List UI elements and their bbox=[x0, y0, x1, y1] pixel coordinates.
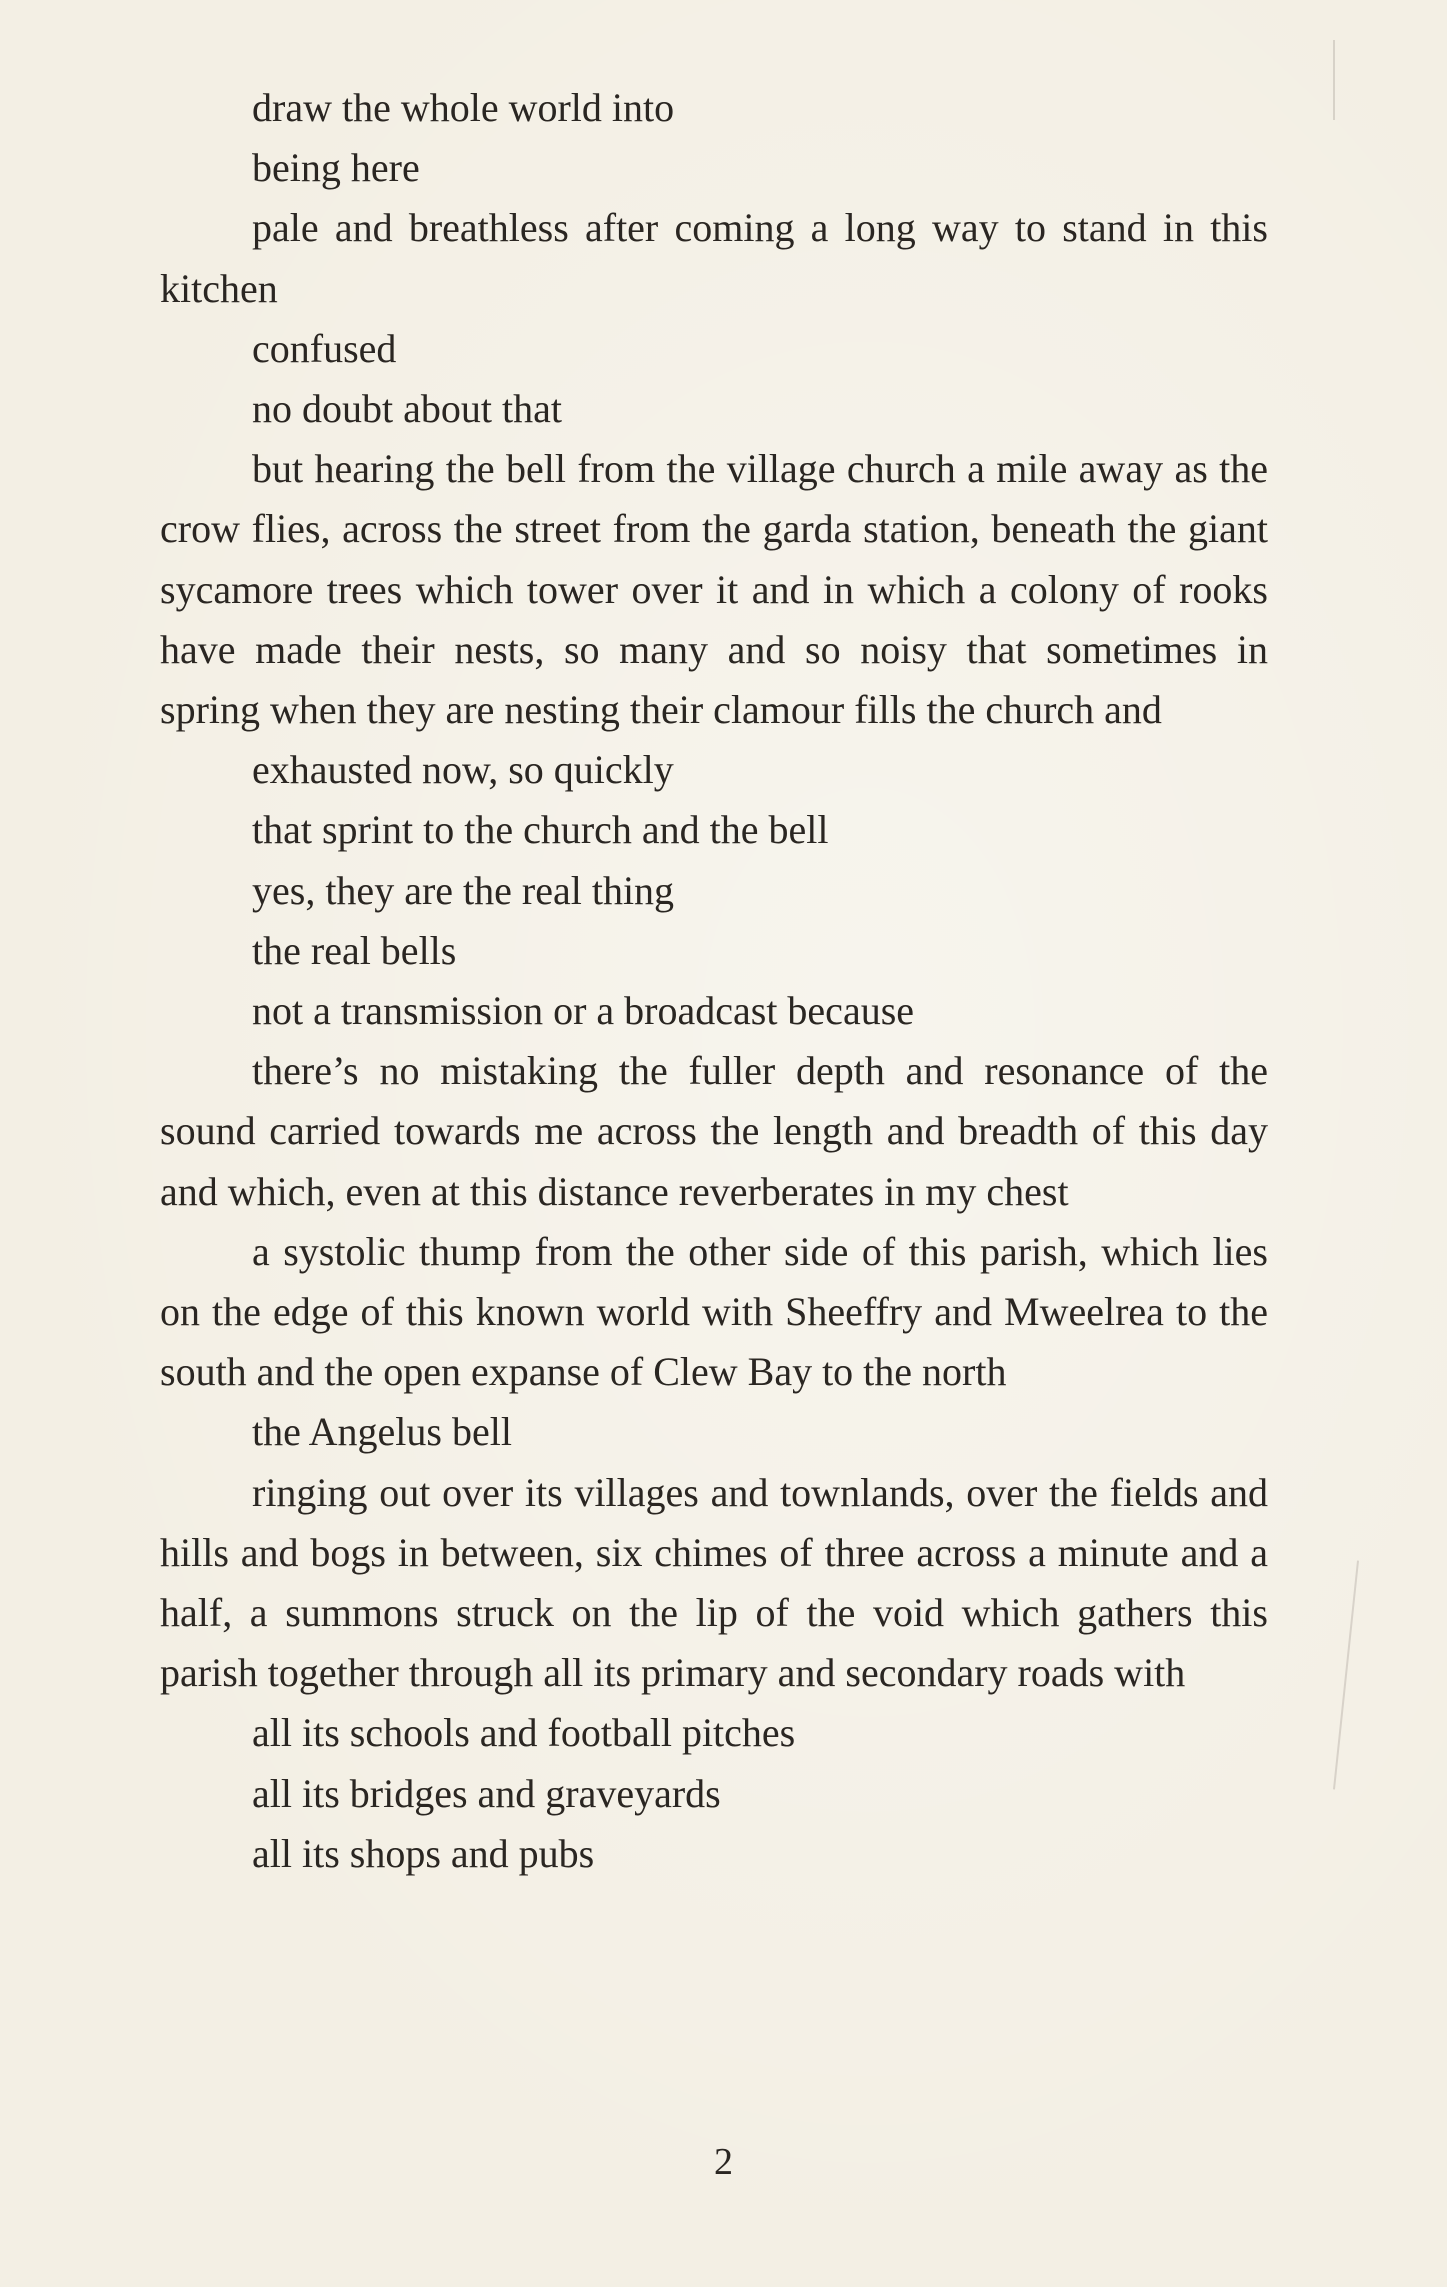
text-paragraph: pale and breathless after coming a long way to stand in this kitchen bbox=[160, 205, 1268, 311]
text-line: all its shops and pubs bbox=[252, 1830, 595, 1876]
text-paragraph: but hearing the bell from the village church a mile away as the crow flies, across the street from the garda station, beneath the giant sycamore trees which tower over it and in which a colony of rooks have made their nests, so many and so noisy that sometimes in spring when they are nesting their clamour fills the church and bbox=[160, 446, 1268, 733]
paper-crease bbox=[1333, 40, 1335, 120]
text-line: all its bridges and graveyards bbox=[252, 1770, 721, 1816]
text-paragraph: there’s no mistaking the fuller depth and resonance of the sound carried towards me across the length and breadth of this day and which, even at this distance reverberates in my chest bbox=[160, 1048, 1268, 1214]
text-line: the real bells bbox=[252, 927, 457, 973]
text-paragraph: a systolic thump from the other side of this parish, which lies on the edge of this known world with Sheeffry and Mweelrea to the south and the open expanse of Clew Bay to the north bbox=[160, 1228, 1268, 1395]
text-line: draw the whole world into bbox=[252, 85, 675, 130]
text-line: being here bbox=[252, 145, 420, 191]
page-number: 2 bbox=[714, 2141, 733, 2183]
text-line: confused bbox=[252, 325, 397, 371]
paper-crease bbox=[1333, 1561, 1359, 1790]
text-paragraph: ringing out over its villages and townlands, over the fields and hills and bogs in between, six chimes of three across a minute and a half, a summons struck on the lip of the void which gathers this parish together through all its primary and secondary roads with bbox=[160, 1469, 1268, 1696]
text-line: that sprint to the church and the bell bbox=[252, 807, 829, 853]
text-line: not a transmission or a broadcast because bbox=[252, 988, 915, 1034]
text-line: no doubt about that bbox=[252, 386, 562, 432]
text-line: the Angelus bell bbox=[252, 1409, 512, 1455]
text-line: all its schools and football pitches bbox=[252, 1710, 796, 1756]
text-line: yes, they are the real thing bbox=[252, 867, 675, 913]
text-line: exhausted now, so quickly bbox=[252, 747, 674, 793]
body-text bbox=[160, 78, 1268, 1884]
